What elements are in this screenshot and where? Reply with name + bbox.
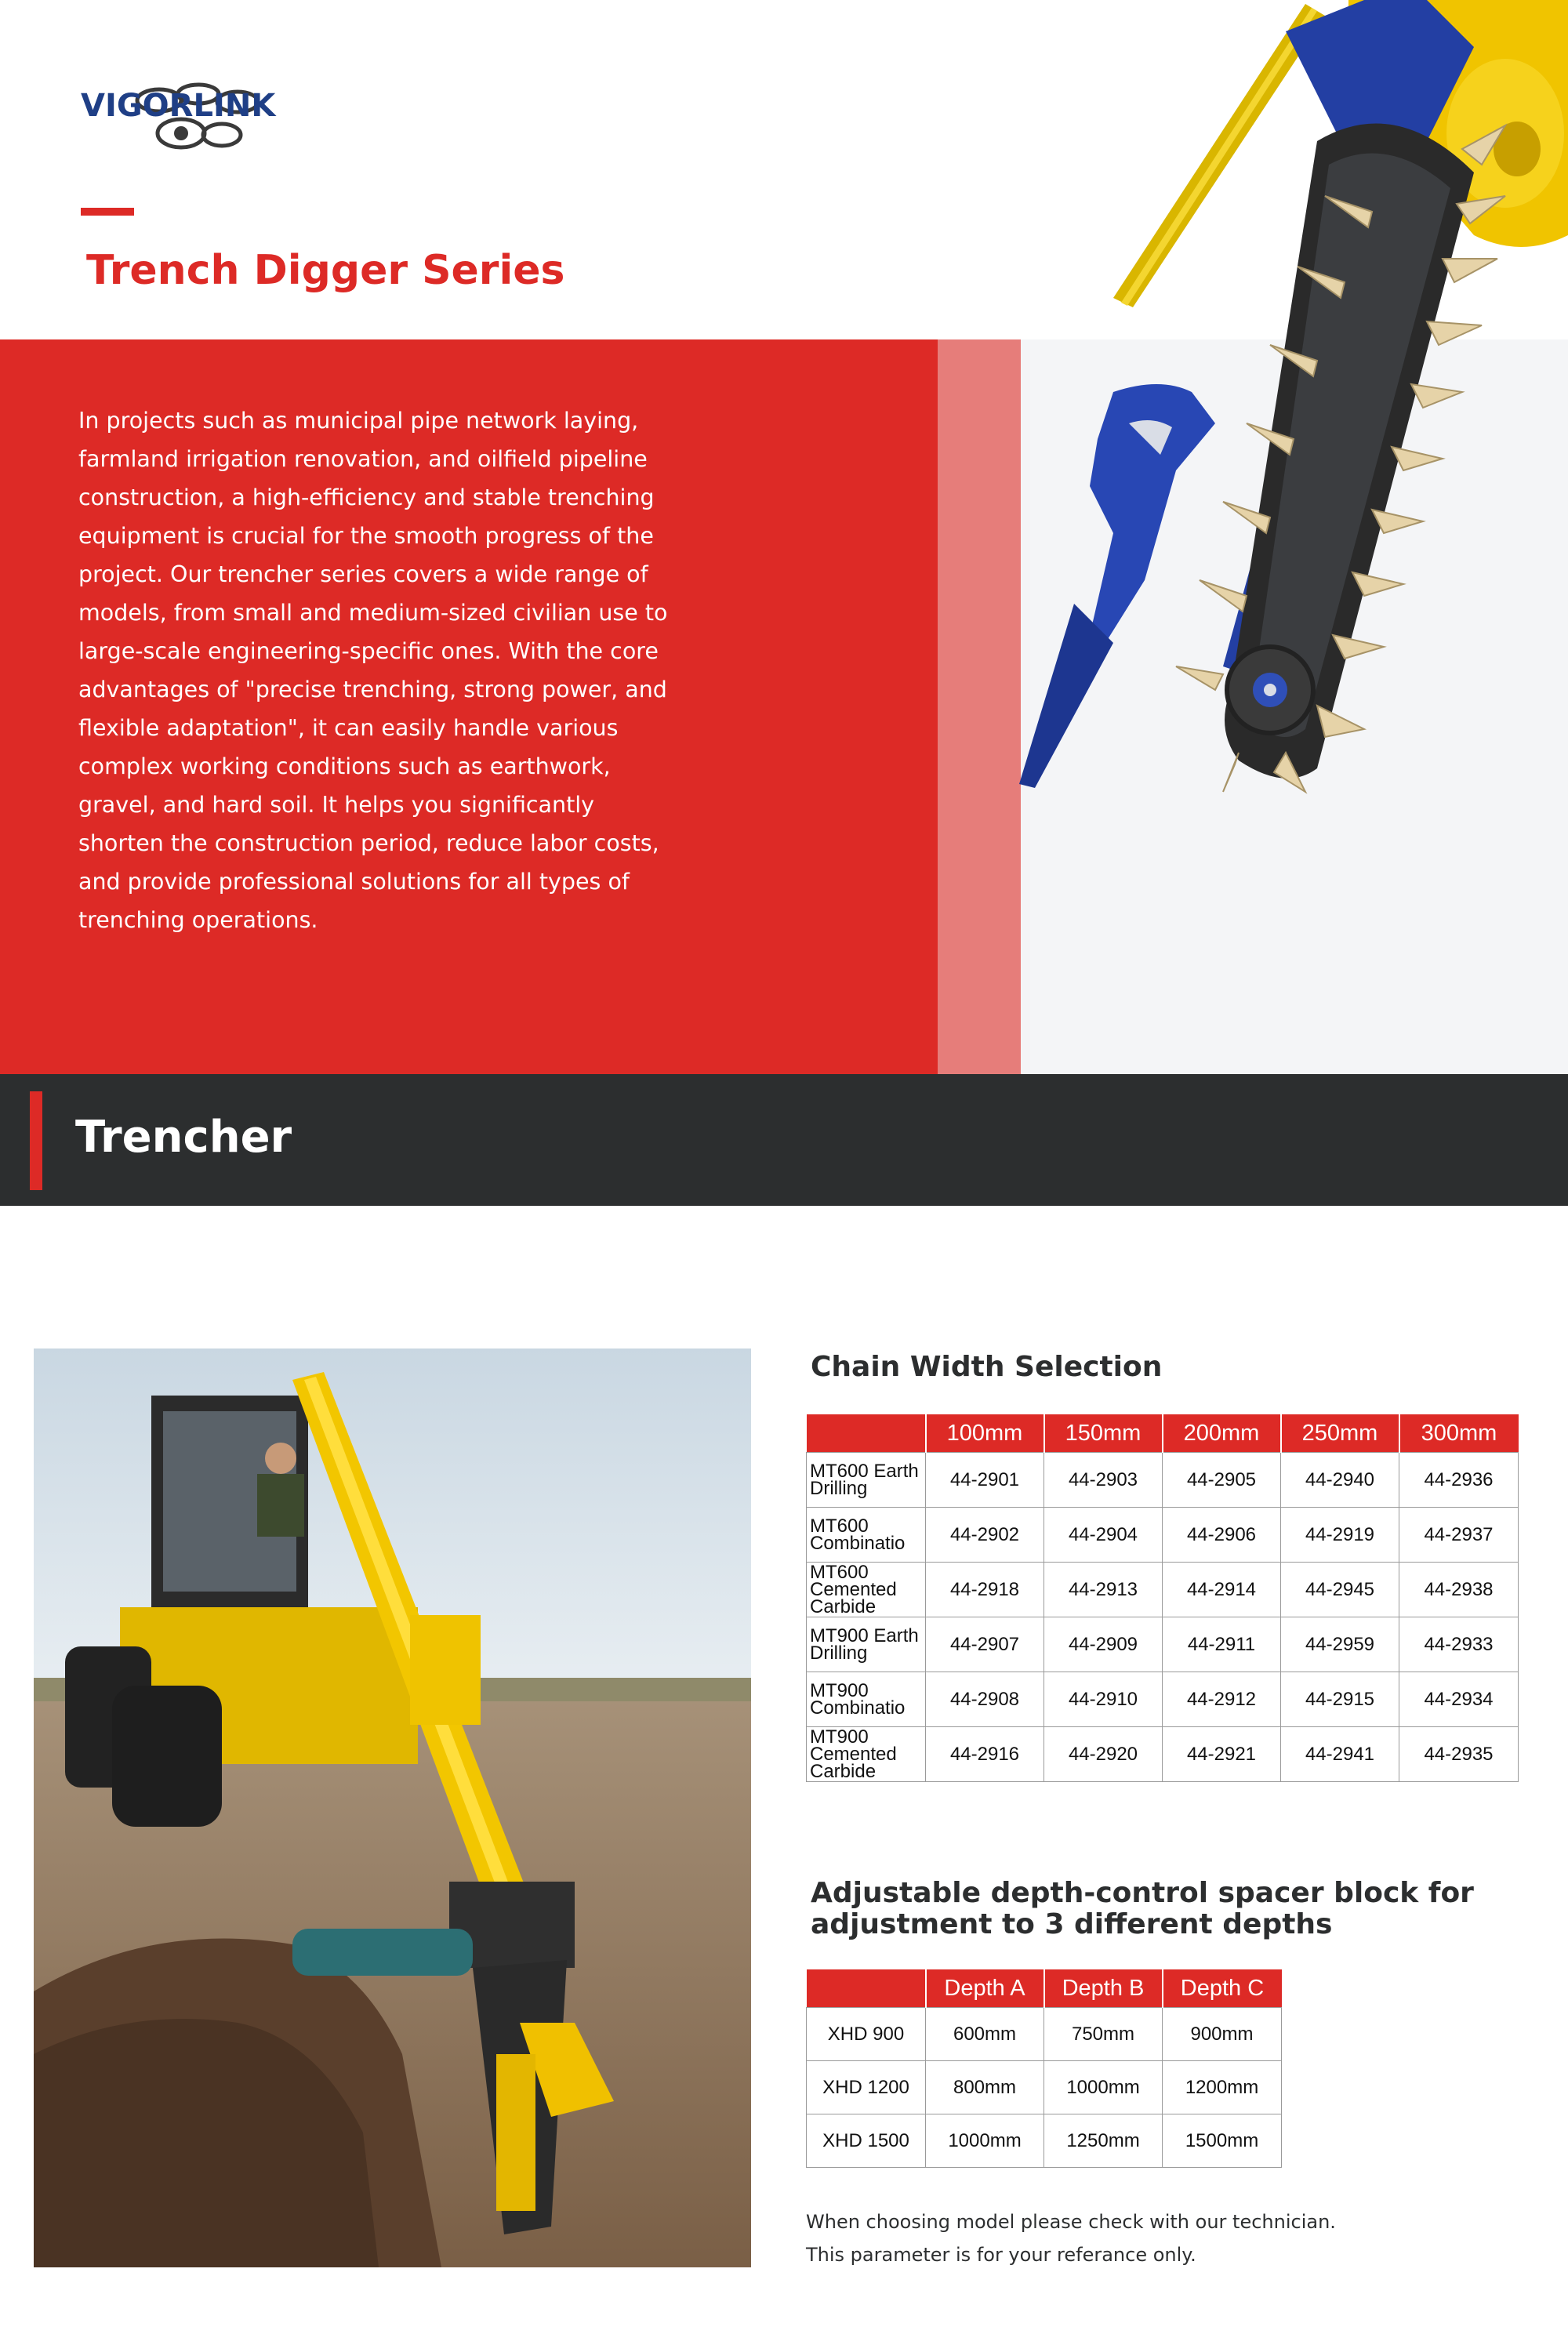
table-row [807, 1617, 1519, 1672]
chain-table-header-300mm: 300mm [1399, 1414, 1519, 1453]
trencher-attachment-illustration [878, 0, 1568, 870]
table-cell: 44-2913 [1044, 1563, 1163, 1617]
table-row [807, 1508, 1519, 1563]
row-label: XHD 1200 [807, 2061, 926, 2114]
page-title: Trench Digger Series [86, 247, 565, 294]
table-cell: 800mm [926, 2061, 1044, 2114]
table-cell: 44-2933 [1399, 1617, 1519, 1672]
chain-width-table [806, 1414, 1519, 1782]
table-row [807, 1672, 1519, 1727]
row-label: XHD 1500 [807, 2114, 926, 2168]
chain-table-title: Chain Width Selection [811, 1351, 1163, 1383]
depth-table-header-blank [807, 1969, 926, 2008]
table-cell: 900mm [1163, 2008, 1282, 2061]
table-row [807, 1727, 1519, 1782]
table-cell: 44-2935 [1399, 1727, 1519, 1782]
table-cell: 44-2916 [926, 1727, 1044, 1782]
brand-logo [81, 77, 292, 155]
title-accent-line [81, 208, 134, 216]
section-title: Trencher [75, 1112, 292, 1163]
table-cell: 44-2909 [1044, 1617, 1163, 1672]
table-cell: 44-2905 [1163, 1453, 1281, 1508]
depth-control-table [806, 1969, 1282, 2168]
table-cell: 44-2959 [1281, 1617, 1399, 1672]
note-line-1: When choosing model please check with our technician. [806, 2211, 1336, 2233]
table-cell: 44-2938 [1399, 1563, 1519, 1617]
table-cell: 750mm [1044, 2008, 1163, 2061]
chain-table-header-200mm: 200mm [1163, 1414, 1281, 1453]
table-cell: 44-2940 [1281, 1453, 1399, 1508]
table-cell: 44-2934 [1399, 1672, 1519, 1727]
chain-table-header-100mm: 100mm [926, 1414, 1044, 1453]
chain-table-header-blank [807, 1414, 926, 1453]
table-cell: 1000mm [1044, 2061, 1163, 2114]
table-cell: 44-2915 [1281, 1672, 1399, 1727]
row-label: MT600 Combinatio [807, 1508, 926, 1563]
table-cell: 1500mm [1163, 2114, 1282, 2168]
chain-table-header-250mm: 250mm [1281, 1414, 1399, 1453]
table-cell: 44-2919 [1281, 1508, 1399, 1563]
depth-table-header-depth-c: Depth C [1163, 1969, 1282, 2008]
table-cell: 44-2902 [926, 1508, 1044, 1563]
table-cell: 44-2945 [1281, 1563, 1399, 1617]
depth-table-header-depth-a: Depth A [926, 1969, 1044, 2008]
brand-name: VIGORLINK [81, 88, 276, 124]
table-cell: 44-2921 [1163, 1727, 1281, 1782]
backhoe-trencher-photo [34, 1348, 751, 2267]
table-cell: 44-2903 [1044, 1453, 1163, 1508]
table-cell: 44-2907 [926, 1617, 1044, 1672]
table-cell: 1000mm [926, 2114, 1044, 2168]
table-cell: 44-2918 [926, 1563, 1044, 1617]
table-cell: 600mm [926, 2008, 1044, 2061]
table-cell: 1250mm [1044, 2114, 1163, 2168]
table-cell: 44-2911 [1163, 1617, 1281, 1672]
section-accent-bar [30, 1091, 42, 1190]
row-label: MT900 Earth Drilling [807, 1617, 926, 1672]
table-cell: 44-2910 [1044, 1672, 1163, 1727]
row-label: MT600 Earth Drilling [807, 1453, 926, 1508]
table-cell: 44-2941 [1281, 1727, 1399, 1782]
table-cell: 44-2901 [926, 1453, 1044, 1508]
depth-table-header-depth-b: Depth B [1044, 1969, 1163, 2008]
note-line-2: This parameter is for your referance only. [806, 2244, 1196, 2266]
row-label: MT900 Cemented Carbide [807, 1727, 926, 1782]
table-cell: 1200mm [1163, 2061, 1282, 2114]
table-cell: 44-2937 [1399, 1508, 1519, 1563]
table-row [807, 2114, 1282, 2168]
row-label: XHD 900 [807, 2008, 926, 2061]
depth-table-title: Adjustable depth-control spacer block for adjustment to 3 different depths [811, 1877, 1474, 1940]
table-cell: 44-2914 [1163, 1563, 1281, 1617]
table-row [807, 1563, 1519, 1617]
row-label: MT900 Combinatio [807, 1672, 926, 1727]
table-cell: 44-2904 [1044, 1508, 1163, 1563]
intro-text: In projects such as municipal pipe network laying, farmland irrigation renovation, and oilfield pipeline construction, a high-efficiency and stable trenching equipment is crucial for the smooth progress of the project. Our trencher series covers a wide range of models, from small and medium-sized civilian use to large-scale engineering-specific ones. With the core advantages of "precise trenching, strong power, and flexible adaptation", it can easily handle various complex working conditions such as earthwork, gravel, and hard soil. It helps you significantly shorten the construction period, reduce labor costs, and provide professional solutions for all types of trenching operations. [78, 408, 668, 933]
table-row [807, 2008, 1282, 2061]
table-cell: 44-2908 [926, 1672, 1044, 1727]
table-row [807, 2061, 1282, 2114]
table-cell: 44-2906 [1163, 1508, 1281, 1563]
row-label: MT600 Cemented Carbide [807, 1563, 926, 1617]
chain-table-header-150mm: 150mm [1044, 1414, 1163, 1453]
table-cell: 44-2912 [1163, 1672, 1281, 1727]
table-row [807, 1453, 1519, 1508]
table-cell: 44-2920 [1044, 1727, 1163, 1782]
table-cell: 44-2936 [1399, 1453, 1519, 1508]
